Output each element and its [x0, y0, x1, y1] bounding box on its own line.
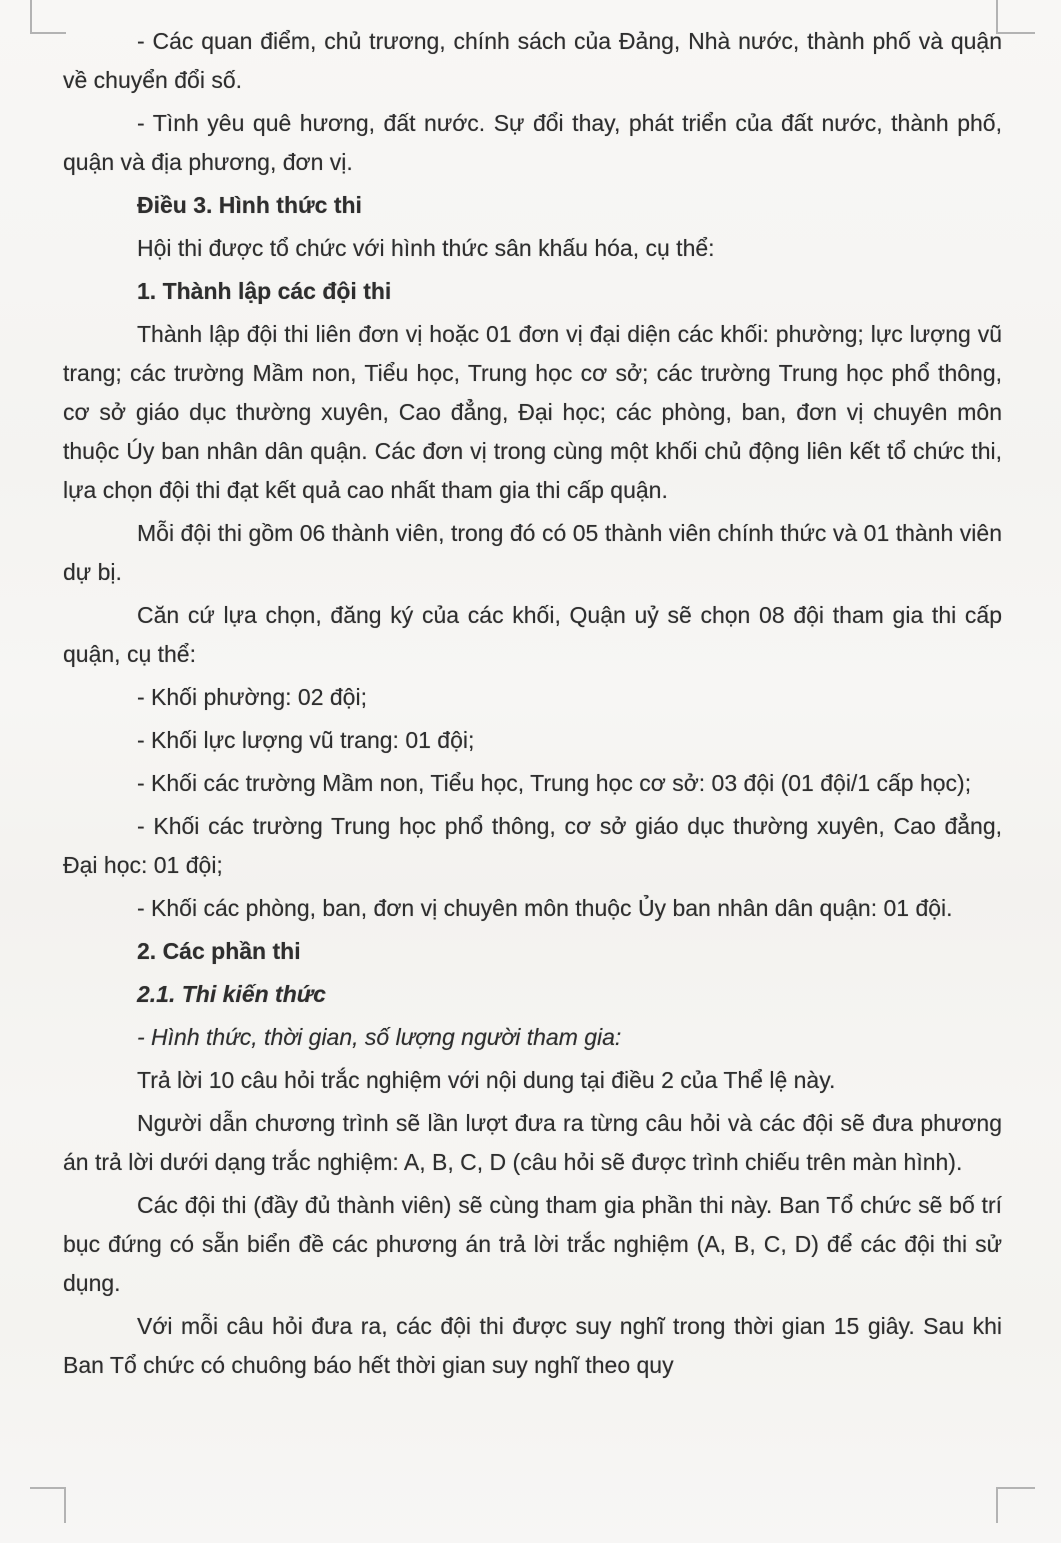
paragraph: - Khối các phòng, ban, đơn vị chuyên môn thuộc Ủy ban nhân dân quận: 01 đội.: [137, 895, 953, 921]
paragraph: - Khối các trường Trung học phổ thông, cơ sở giáo dục thường xuyên, Cao đẳng, Đại học: 01 đội;: [63, 813, 1002, 878]
paragraph: - Khối phường: 02 đội;: [137, 684, 367, 710]
paragraph: Thành lập đội thi liên đơn vị hoặc 01 đơn vị đại diện các khối: phường; lực lượng vũ trang; các trường Mầm non, Tiểu học, Trung học cơ sở; các trường Trung học phổ thông, cơ sở giáo dục thường xuyên, Cao đẳng, Đại học; các phòng, ban, đơn vị chuyên môn thuộc Úy ban nhân dân quận. Các đơn vị trong cùng một khối chủ động liên kết tổ chức thi, lựa chọn đội thi đạt kết quả cao nhất tham gia thi cấp quận.: [63, 321, 1002, 503]
paragraph: Các đội thi (đầy đủ thành viên) sẽ cùng tham gia phần thi này. Ban Tổ chức sẽ bố trí bục đứng có sẵn biển đề các phương án trả lời trắc nghiệm (A, B, C, D) để các đội thi sử dụng.: [63, 1192, 1002, 1296]
paragraph: Căn cứ lựa chọn, đăng ký của các khối, Quận uỷ sẽ chọn 08 đội tham gia thi cấp quận, cụ thể:: [63, 602, 1002, 667]
paragraph: Hội thi được tổ chức với hình thức sân khấu hóa, cụ thể:: [137, 235, 715, 261]
paragraph: - Hình thức, thời gian, số lượng người tham gia:: [137, 1024, 622, 1050]
section-heading: 1. Thành lập các đội thi: [137, 278, 392, 304]
paragraph: - Khối các trường Mầm non, Tiểu học, Trung học cơ sở: 03 đội (01 đội/1 cấp học);: [137, 770, 972, 796]
paragraph: - Tình yêu quê hương, đất nước. Sự đổi thay, phát triển của đất nước, thành phố, quận và địa phương, đơn vị.: [63, 110, 1002, 175]
paragraph: Người dẫn chương trình sẽ lần lượt đưa ra từng câu hỏi và các đội sẽ đưa phương án trả lời dưới dạng trắc nghiệm: A, B, C, D (câu hỏi sẽ được trình chiếu trên màn hình).: [63, 1110, 1002, 1175]
page-corner-mark-bottom-right: [996, 1487, 1035, 1523]
document-text-block: [63, 22, 1002, 1389]
paragraph: Với mỗi câu hỏi đưa ra, các đội thi được suy nghĩ trong thời gian 15 giây. Sau khi Ban Tổ chức có chuông báo hết thời gian suy nghĩ theo quy: [63, 1313, 1002, 1378]
section-heading: Điều 3. Hình thức thi: [137, 192, 362, 218]
section-heading: 2.1. Thi kiến thức: [137, 981, 326, 1007]
paragraph: - Khối lực lượng vũ trang: 01 đội;: [137, 727, 475, 753]
section-heading: 2. Các phần thi: [137, 938, 301, 964]
paragraph: Mỗi đội thi gồm 06 thành viên, trong đó có 05 thành viên chính thức và 01 thành viên dự bị.: [63, 520, 1002, 585]
page-corner-mark-top-left: [30, 0, 66, 34]
paragraph: Trả lời 10 câu hỏi trắc nghiệm với nội dung tại điều 2 của Thể lệ này.: [137, 1067, 836, 1093]
paragraph: - Các quan điểm, chủ trương, chính sách của Đảng, Nhà nước, thành phố và quận về chuyển đổi số.: [63, 28, 1002, 93]
page-corner-mark-bottom-left: [30, 1487, 66, 1523]
